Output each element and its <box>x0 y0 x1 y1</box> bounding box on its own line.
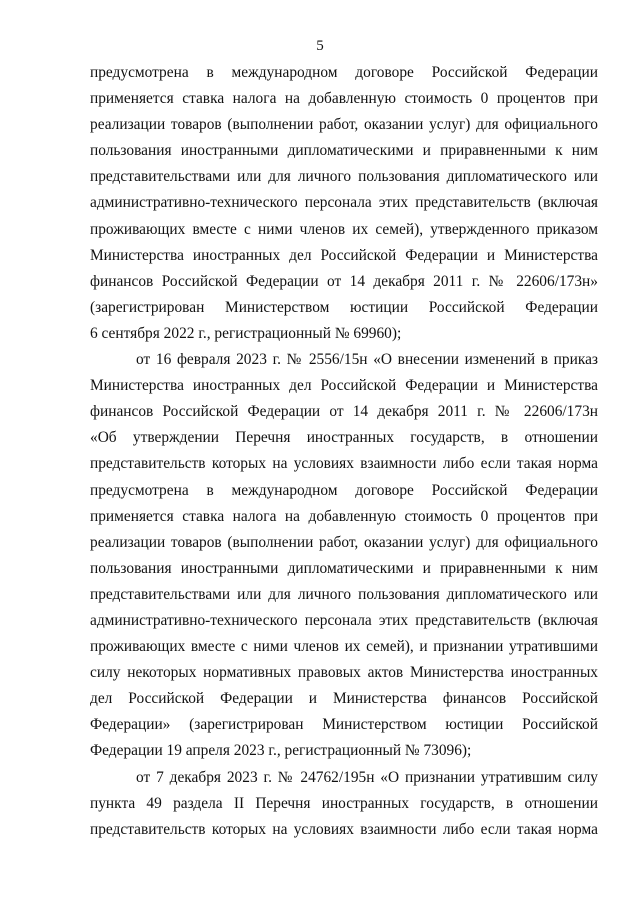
paragraph-1 <box>90 60 598 347</box>
text-line: пользования иностранными дипломатическими и приравненными к ним <box>90 559 598 577</box>
text-line: реализации товаров (выполнении работ, оказании услуг) для официального <box>90 116 598 134</box>
text-line: пользования иностранными дипломатическими и приравненными к ним <box>90 142 598 160</box>
text-line: финансов Российской Федерации от 14 декабря 2011 г. № 22606/173н <box>90 403 598 421</box>
text-line: Федерации 19 апреля 2023 г., регистрационный № 73096); <box>90 742 472 760</box>
text-line: применяется ставка налога на добавленную стоимость 0 процентов при <box>90 90 598 108</box>
text-line: административно-технического персонала этих представительств (включая <box>90 611 598 629</box>
text-line: предусмотрена в международном договоре Российской Федерации <box>90 481 598 499</box>
text-line: предусмотрена в международном договоре Российской Федерации <box>90 64 598 81</box>
text-line: Федерации» (зарегистрирован Министерством юстиции Российской <box>90 716 598 734</box>
text-line: от 7 декабря 2023 г. № 24762/195н «О признании утратившим силу <box>136 768 598 786</box>
text-line: применяется ставка налога на добавленную стоимость 0 процентов при <box>90 507 598 525</box>
text-line: представительствами или для личного пользования дипломатического или <box>90 585 598 603</box>
text-line: представительствами или для личного пользования дипломатического или <box>90 168 598 186</box>
text-line: «Об утверждении Перечня иностранных государств, в отношении <box>90 429 598 447</box>
text-line: силу некоторых нормативных правовых актов Министерства иностранных <box>90 664 598 682</box>
text-line: (зарегистрирован Министерством юстиции Российской Федерации <box>90 298 598 316</box>
text-line: от 16 февраля 2023 г. № 2556/15н «О внесении изменений в приказ <box>136 351 598 369</box>
text-line: 6 сентября 2022 г., регистрационный № 69960); <box>90 324 402 342</box>
text-line: Министерства иностранных дел Российской Федерации и Министерства <box>90 246 598 264</box>
text-line: представительств которых на условиях взаимности либо если такая норма <box>90 820 598 838</box>
text-line: проживающих вместе с ними членов их семей), и признании утратившими <box>90 638 598 656</box>
page-number: 5 <box>316 38 324 54</box>
paragraph-3 <box>90 765 598 843</box>
document-body <box>90 60 598 843</box>
text-line: пункта 49 раздела II Перечня иностранных государств, в отношении <box>90 794 598 812</box>
text-line: финансов Российской Федерации от 14 декабря 2011 г. № 22606/173н» <box>90 272 598 290</box>
text-line: представительств которых на условиях взаимности либо если такая норма <box>90 455 598 473</box>
paragraph-2 <box>90 347 598 765</box>
text-line: реализации товаров (выполнении работ, оказании услуг) для официального <box>90 533 598 551</box>
text-line: Министерства иностранных дел Российской Федерации и Министерства <box>90 377 598 395</box>
text-line: дел Российской Федерации и Министерства финансов Российской <box>90 690 598 708</box>
text-line: административно-технического персонала этих представительств (включая <box>90 194 598 212</box>
text-line: проживающих вместе с ними членов их семей), утвержденного приказом <box>90 220 598 238</box>
